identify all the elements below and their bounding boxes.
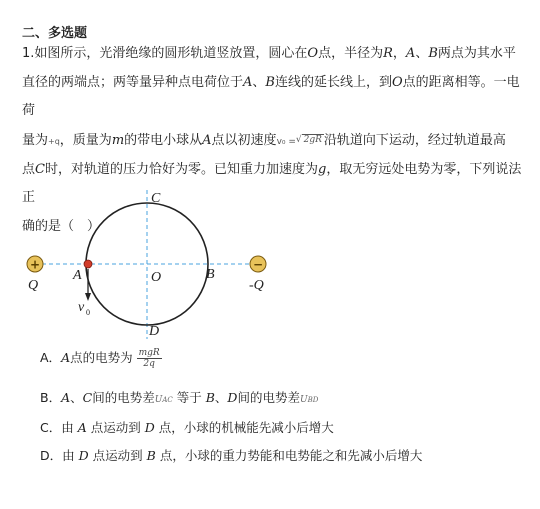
label-B: B xyxy=(206,267,215,282)
label-C: C xyxy=(151,191,161,206)
option-B[interactable]: B．A、C间的电势差UAC 等于 B、D间的电势差UBD xyxy=(40,390,319,405)
label-v-sub: 0 xyxy=(86,308,90,317)
question-line-2: 直径的两端点；两等量异种点电荷位于A、B连线的延长线上，到O点的距离相等。一电荷 xyxy=(22,74,520,118)
question-line-1: 1.如图所示，光滑绝缘的圆形轨道竖放置，圆心在O点，半径为R，A、B两点为其水平 xyxy=(22,46,516,61)
question-line-3: 量为+q，质量为m的带电小球从A点以初速度v₀ =√ 2gR 沿轨道向下运动，经过轨道最高 xyxy=(22,126,522,156)
option-D[interactable]: D．由 D 点运动到 B 点，小球的重力势能和电势能之和先减小后增大 xyxy=(40,448,423,463)
label-v: v xyxy=(78,300,85,315)
minus-sign: − xyxy=(252,257,264,272)
fraction: $\frac{\text{mgR}}{2q}$ xyxy=(138,348,160,369)
label-A: A xyxy=(73,268,82,283)
label-D: D xyxy=(149,324,160,339)
circular-track-figure xyxy=(0,185,300,345)
label-O: O xyxy=(151,270,162,285)
section-title: 二、多选题 xyxy=(22,26,88,41)
label-Q: Q xyxy=(28,278,39,293)
sqrt-expression: √ 2gR xyxy=(295,134,322,145)
question-line-4: 点C时，对轨道的压力恰好为零。已知重力加速度为g，取无穷远处电势为零，下列说法正 xyxy=(22,161,522,206)
option-C[interactable]: C．由 A 点运动到 D 点，小球的机械能先减小后增大 xyxy=(40,420,334,435)
plus-sign: + xyxy=(29,257,41,272)
label-neg-Q: -Q xyxy=(249,278,264,293)
option-A[interactable]: A．A点的电势为 $\frac{\text{mgR}}{2q}$ xyxy=(40,348,160,369)
velocity-arrowhead-icon xyxy=(85,293,91,301)
charged-ball-icon xyxy=(84,260,92,268)
question-line-5: 确的是（ ） xyxy=(22,218,101,234)
